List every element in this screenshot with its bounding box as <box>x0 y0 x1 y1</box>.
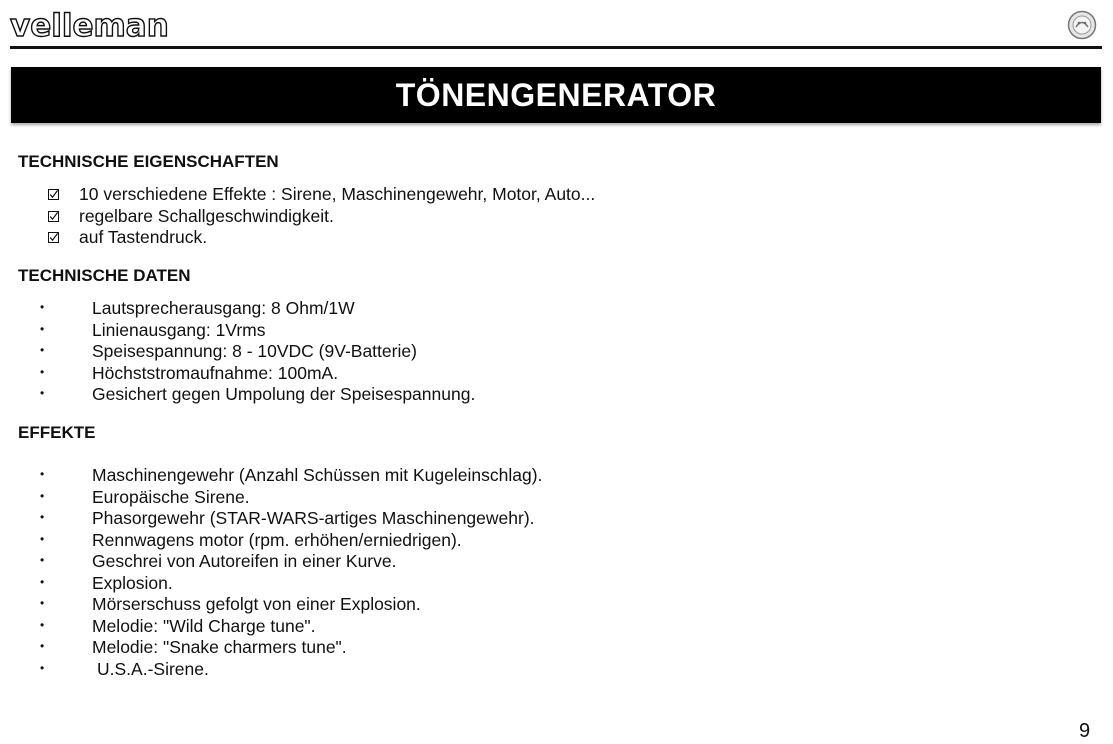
effects-heading: EFFEKTE <box>18 423 96 442</box>
specs-item-text: Linienausgang: 1Vrms <box>92 319 266 340</box>
bullet-icon: • <box>40 364 45 379</box>
effects-item-text: Maschinengewehr (Anzahl Schüssen mit Kugeleinschlag). <box>92 465 543 485</box>
effects-item-text: Phasorgewehr (STAR-WARS-artiges Maschinengewehr). <box>92 508 535 528</box>
effects-item-text: Melodie: "Wild Charge tune". <box>92 615 316 636</box>
bullet-icon: • <box>40 343 45 357</box>
effects-item-text: Melodie: "Snake charmers tune". <box>92 637 347 657</box>
bullet-icon: • <box>40 639 45 653</box>
specs-item-text: Lautsprecherausgang: 8 Ohm/1W <box>92 298 355 318</box>
specs-item-text: Gesichert gegen Umpolung der Speisespannung. <box>92 384 476 404</box>
effects-item-text: Geschrei von Autoreifen in einer Kurve. <box>92 551 397 571</box>
bullet-icon: • <box>40 510 45 524</box>
checkbox-checked-icon <box>48 189 59 200</box>
effects-item-text: Mörserschuss gefolgt von einer Explosion. <box>92 594 421 614</box>
page-title: TÖNENGENERATOR <box>395 76 717 113</box>
bullet-icon: • <box>40 574 45 589</box>
bullet-icon: • <box>40 553 45 567</box>
checkbox-checked-icon <box>48 232 59 243</box>
bullet-icon: • <box>40 300 45 314</box>
page-number: 9 <box>1079 720 1091 742</box>
bullet-icon: • <box>40 596 45 610</box>
velleman-seal-icon <box>1067 10 1097 40</box>
bullet-icon: • <box>40 617 45 632</box>
specs-item-text: Höchststromaufnahme: 100mA. <box>92 362 339 383</box>
features-item-text: regelbare Schallgeschwindigkeit. <box>79 205 334 226</box>
specs-heading: TECHNISCHE DATEN <box>18 266 191 285</box>
bullet-icon: • <box>40 531 45 546</box>
bullet-icon: • <box>40 467 45 481</box>
effects-item-text: Explosion. <box>92 572 173 593</box>
specs-item-text: Speisespannung: 8 - 10VDC (9V-Batterie) <box>92 341 417 361</box>
velleman-logo: velleman <box>10 8 169 44</box>
bullet-icon: • <box>40 321 45 336</box>
features-item-text: auf Tastendruck. <box>79 227 208 247</box>
features-item-text: 10 verschiedene Effekte : Sirene, Maschinengewehr, Motor, Auto... <box>79 184 596 204</box>
header-rule <box>10 46 1102 49</box>
bullet-icon: • <box>40 386 45 400</box>
checkbox-checked-icon <box>48 211 59 222</box>
effects-item-text: Europäische Sirene. <box>92 486 250 507</box>
bullet-icon: • <box>40 488 45 503</box>
features-heading: TECHNISCHE EIGENSCHAFTEN <box>18 152 279 171</box>
bullet-icon: • <box>40 660 45 675</box>
effects-item-text: U.S.A.-Sirene. <box>97 658 209 679</box>
title-banner <box>11 67 1101 123</box>
effects-item-text: Rennwagens motor (rpm. erhöhen/erniedrigen). <box>92 529 462 550</box>
